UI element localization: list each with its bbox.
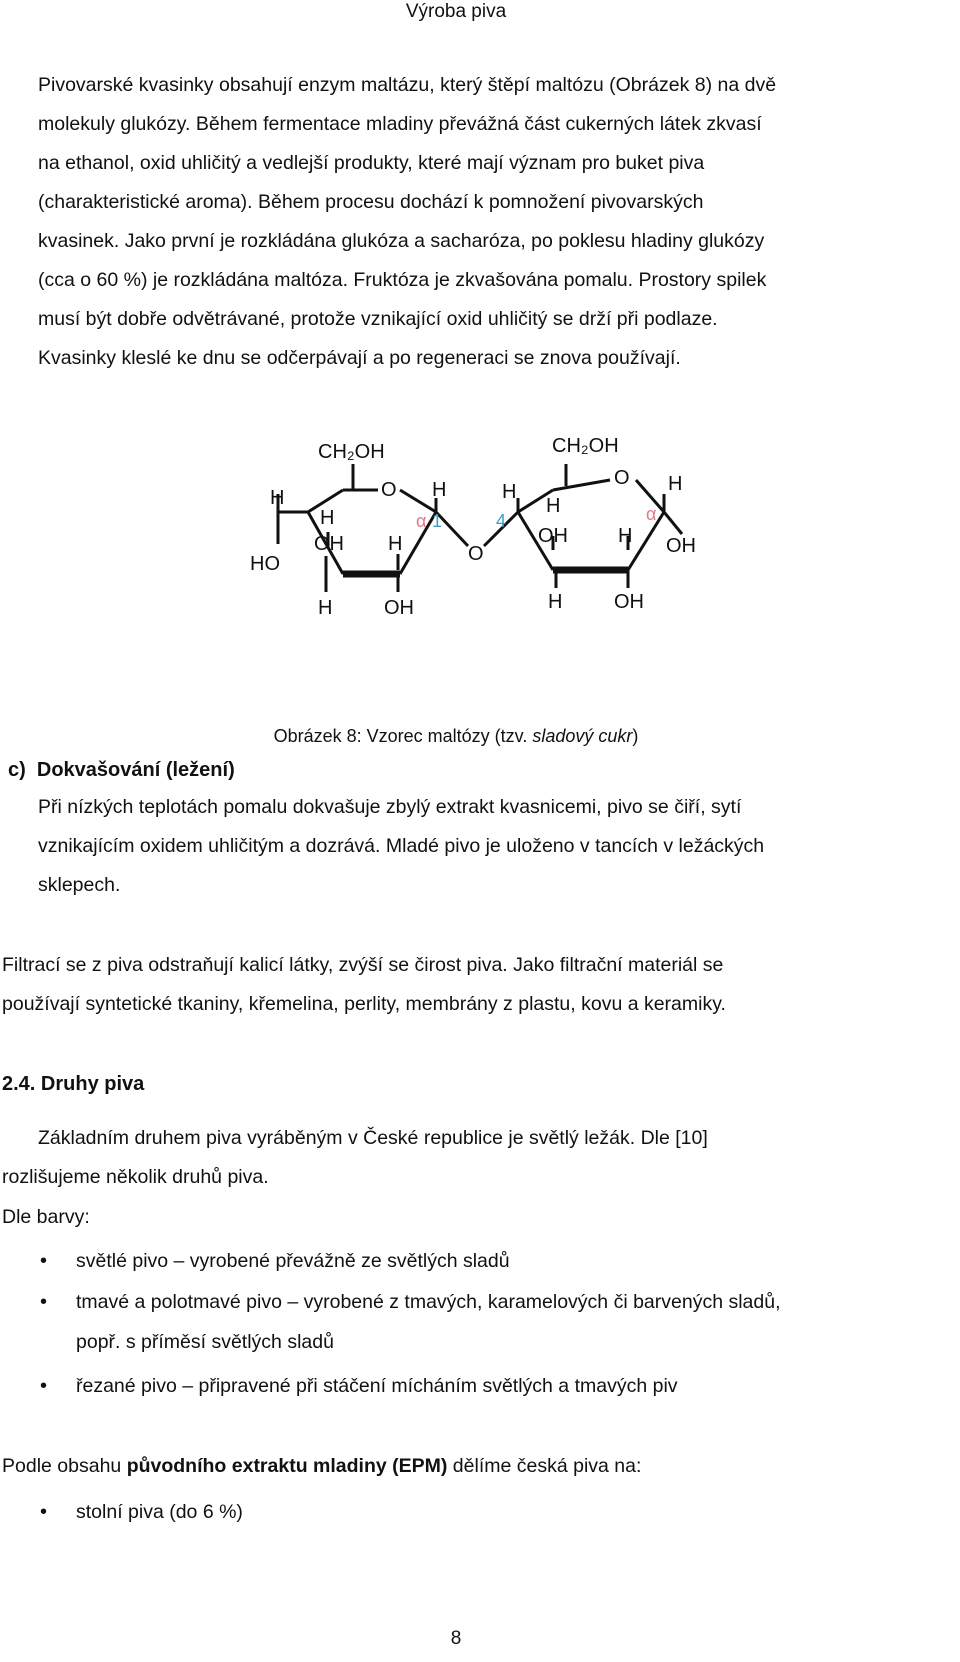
bullet-icon: • [40, 1375, 48, 1397]
intro-line: (charakteristické aroma). Během procesu dochází k pomnožení pivovarských [38, 191, 704, 213]
section-c-paragraph [38, 788, 908, 905]
alpha-label: α [646, 504, 657, 524]
epm-bold: původního extraktu mladiny (EPM) [126, 1455, 448, 1477]
right-oh-label: OH [666, 535, 696, 557]
section-24-heading: 2.4. Druhy piva [2, 1073, 145, 1095]
left-h-label: H [320, 507, 335, 529]
caption-prefix: Obrázek 8: Vzorec maltózy (tzv. [273, 726, 533, 746]
bullet-text: stolní piva (do 6 %) [76, 1501, 243, 1523]
intro-line: Kvasinky kleslé ke dnu se odčerpávají a po regeneraci se znova používají. [38, 347, 681, 369]
caption-suffix: ) [632, 726, 639, 746]
epm-sentence [2, 1447, 641, 1486]
intro-line: kvasinek. Jako první je rozkládána glukóza a sacharóza, po poklesu hladiny glukózy [38, 230, 765, 252]
left-h-label: H [388, 533, 403, 555]
by-color-label: Dle barvy: [2, 1206, 90, 1228]
epm-prefix: Podle obsahu [2, 1455, 127, 1477]
left-oh-label: OH [384, 597, 414, 619]
glycosidic-oxygen: O [468, 543, 484, 565]
right-ch2oh-label: CH₂OH [552, 435, 619, 457]
intro-line: (cca o 60 %) je rozkládána maltóza. Fruktóza je zkvašována pomalu. Prostory spilek [38, 269, 767, 291]
right-oh-label: OH [614, 591, 644, 613]
bullet-icon: • [40, 1291, 48, 1313]
caption-italic: sladový cukr [532, 726, 633, 746]
left-h-label: H [270, 487, 285, 509]
bullet-text: tmavé a polotmavé pivo – vyrobené z tmavých, karamelových či barvených sladů, [76, 1291, 781, 1313]
intro-line: na ethanol, oxid uhličitý a vedlejší produkty, které mají význam pro buket piva [38, 152, 705, 174]
figure-caption [0, 724, 912, 748]
carbon-1-label: 1 [432, 511, 443, 531]
filtration-line: Filtrací se z piva odstraňují kalicí látky, zvýší se čirost piva. Jako filtrační materiál se [2, 954, 724, 976]
section-c-heading: c) Dokvašování (ležení) [8, 759, 235, 781]
filtration-line: používají syntetické tkaniny, křemelina, perlity, membrány z plastu, kovu a keramiky. [2, 993, 726, 1015]
running-head: Výroba piva [405, 1, 507, 22]
bullet-text: popř. s příměsí světlých sladů [76, 1331, 334, 1353]
bullet-icon: • [40, 1501, 48, 1523]
page-number: 8 [450, 1628, 462, 1649]
section-24-line: Základním druhem piva vyráběným v České republice je světlý ležák. Dle [10] [38, 1127, 708, 1149]
epm-suffix: dělíme česká piva na: [447, 1455, 642, 1477]
section-c-line: vznikajícím oxidem uhličitým a dozrává. Mladé pivo je uloženo v tancích v ležáckých [38, 835, 765, 857]
intro-line: musí být dobře odvětrávané, protože vznikající oxid uhličitý se drží při podlaze. [38, 308, 718, 330]
bullet-text: světlé pivo – vyrobené převážně ze světlých sladů [76, 1250, 510, 1272]
right-ring-oxygen: O [614, 467, 630, 489]
left-h-label: H [318, 597, 333, 619]
section-c-line: sklepech. [38, 874, 121, 896]
intro-line: Pivovarské kvasinky obsahují enzym maltázu, který štěpí maltózu (Obrázek 8) na dvě [38, 74, 777, 96]
right-oh-label: OH [538, 525, 568, 547]
maltose-structure-svg [248, 424, 708, 634]
left-h-label: H [432, 479, 447, 501]
right-h-label: H [668, 473, 683, 495]
right-h-label: H [618, 525, 633, 547]
left-ch2oh-label: CH₂OH [318, 441, 385, 463]
carbon-4-label: 4 [496, 511, 507, 531]
maltose-structure-figure [248, 424, 708, 634]
bullet-icon: • [40, 1250, 48, 1272]
intro-line: molekuly glukózy. Během fermentace mladiny převážná část cukerných látek zkvasí [38, 113, 762, 135]
section-c-line: Při nízkých teplotách pomalu dokvašuje zbylý extrakt kvasnicemi, pivo se čiří, sytí [38, 796, 742, 818]
section-24-intro [2, 1119, 908, 1197]
left-oh-label: OH [314, 533, 344, 555]
right-h-label: H [546, 495, 561, 517]
left-ho-label: HO [250, 553, 280, 575]
bullet-text: řezané pivo – připravené při stáčení mícháním světlých a tmavých piv [76, 1375, 678, 1397]
filtration-paragraph [2, 946, 908, 1024]
section-24-line: rozlišujeme několik druhů piva. [2, 1166, 269, 1188]
right-h-label: H [502, 481, 517, 503]
right-h-label: H [548, 591, 563, 613]
alpha-label: α [416, 511, 427, 531]
intro-paragraph [38, 66, 908, 378]
left-ring-oxygen: O [381, 479, 397, 501]
